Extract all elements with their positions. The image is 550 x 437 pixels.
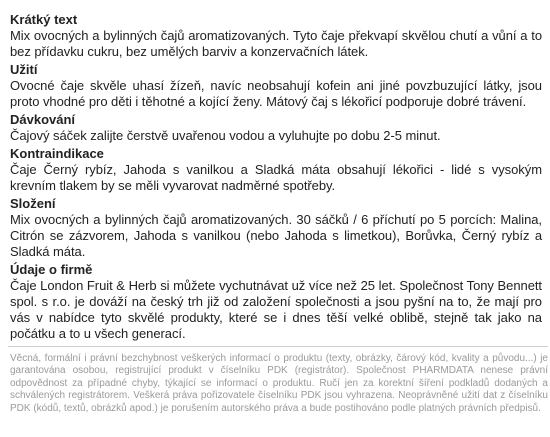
section-title: Údaje o firmě [10, 262, 93, 277]
section-composition [8, 196, 542, 260]
section-usage [8, 62, 542, 110]
section-body: Čaje Černý rybíz, Jahoda s vanilkou a Sladká máta obsahují lékořici - lidé s vysokým krevním tlakem by se měli vyvarovat nadměrné spotřeby. [10, 162, 542, 193]
section-title: Užití [10, 62, 38, 77]
section-dosage [8, 112, 542, 144]
section-body: Čajový sáček zalijte čerstvě uvařenou vodou a vyluhujte po dobu 2-5 minut. [10, 128, 441, 143]
section-body: Ovocné čaje skvěle uhasí žízeň, navíc neobsahují kofein ani jiné povzbuzující látky, jsou proto vhodné pro děti i těhotné a kojící ženy. Mátový čaj s lékořicí podporuje dobré trávení. [10, 78, 542, 109]
section-title: Složení [10, 196, 56, 211]
section-title: Krátký text [10, 12, 78, 27]
section-body: Mix ovocných a bylinných čajů aromatizovaných. 30 sáčků / 6 příchutí po 5 porcích: Malina, Citrón se zázvorem, Jahoda s vanilkou (nebo Jahoda s limetkou), Borůvka, Černý rybíz a Sladká máta. [10, 212, 542, 259]
section-body: Čaje London Fruit & Herb si můžete vychutnávat už více než 25 let. Společnost Tony Bennett spol. s r.o. je dováží na český trh již od založení společnosti a jsou pyšní na to, že mají pro vás v nabídce tyto skvělé produkty, které se i dnes těší velké oblibě, stejně tak jako na počátku a to u všech generací. [10, 278, 542, 341]
section-contraindications [8, 146, 542, 194]
section-short-text [8, 12, 542, 60]
section-title: Kontraindikace [10, 146, 104, 161]
section-body: Mix ovocných a bylinných čajů aromatizovaných. Tyto čaje překvapí skvělou chutí a vůní a to bez přídavku cukru, bez umělých barviv a konzervačních látek. [10, 28, 542, 59]
divider [8, 346, 548, 347]
disclaimer-text: Věcná, formální i právní bezchybnost veškerých informací o produktu (texty, obrázky, čárový kód, kvality a původu...) je garantována osobou, registrující produkt v číselníku PDK (registrátor). Společnost PHARMDATA nenese právní odpovědnost za případné chyby, týkající se informací o produktu. Ručí jen za korektní šíření podkladů dodaných a schválených registrátorem. Veškerá práva pořizovatele číselníku PDK jsou vyhrazena. Neoprávněné užití dat z číselníku PDK (kódů, textů, obrázků apod.) je porušením autorského práva a bude postihováno podle platných právních předpisů. [10, 353, 548, 414]
section-company-info [8, 262, 542, 342]
section-title: Dávkování [10, 112, 76, 127]
